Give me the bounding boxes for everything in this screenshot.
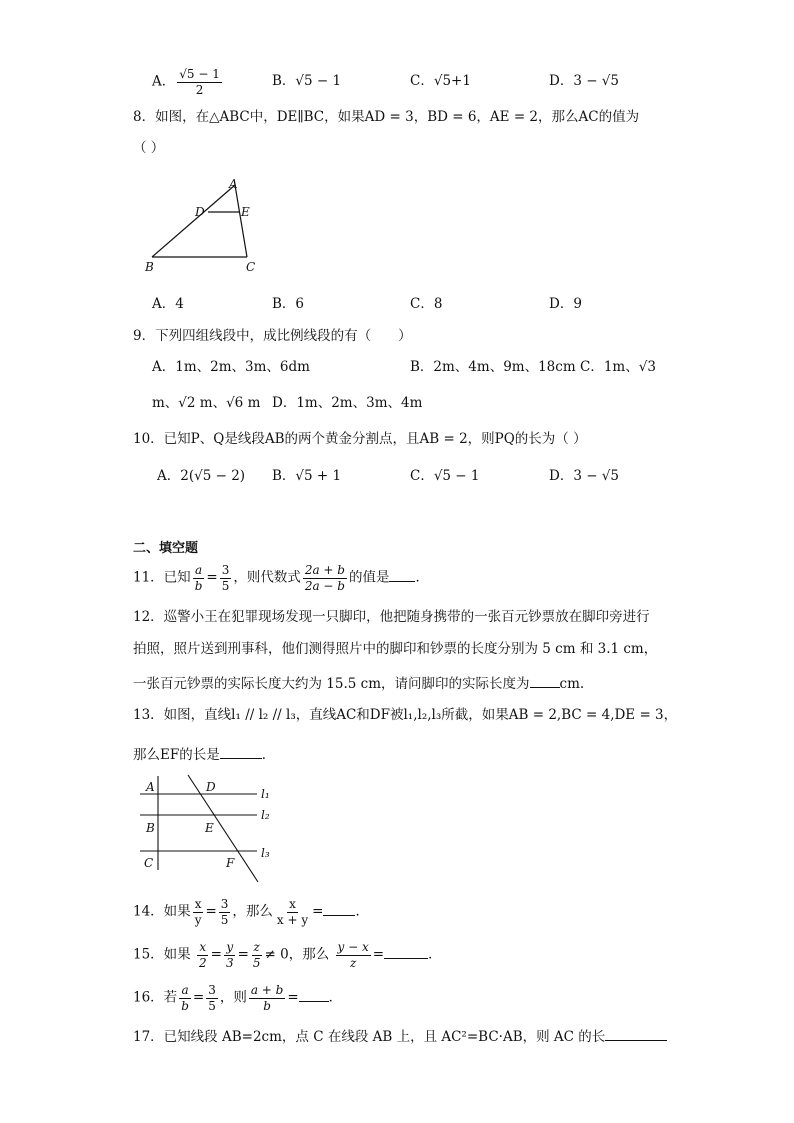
- q14-frac-expression: $\frac{x}{x + y}$: [276, 897, 309, 927]
- point-f-label: F: [226, 856, 235, 870]
- vertex-c-label: C: [246, 260, 256, 274]
- q9-option-a: A．1m、2m、3m、6dm: [152, 359, 310, 375]
- q7-option-d: D．3 − √5: [549, 73, 620, 89]
- q15-frac-z-5: $\frac{z}{5}$: [252, 940, 261, 970]
- point-a-label: A: [146, 780, 155, 794]
- q10-option-b: B．√5 + 1: [272, 468, 342, 484]
- q16-frac-3-5: $\frac{3}{5}$: [208, 983, 216, 1013]
- q8-option-a: A．4: [152, 296, 184, 312]
- q15-frac-y-3: $\frac{y}{3}$: [225, 940, 234, 970]
- q15-frac-x-2: $\frac{x}{2}$: [198, 940, 207, 970]
- q11-frac-a-b: $\frac{a}{b}$: [194, 563, 203, 593]
- q11-frac-expression: $\frac{2a + b}{2a - b}$: [304, 563, 345, 593]
- line-l1-label: l₁: [261, 787, 270, 801]
- q16-frac-expression: $\frac{a + b}{b}$: [250, 983, 284, 1013]
- q9-option-b: B．2m、4m、9m、18cm: [410, 359, 576, 375]
- q17: 17．已知线段 AB=2cm，点 C 在线段 AB 上，且 AC²=BC·AB，则 AC 的长: [133, 1028, 667, 1045]
- q8-answer-paren: （ ）: [133, 140, 165, 156]
- q9-option-c-head: C．1m、√3: [580, 359, 656, 375]
- q12-line-3: 一张百元钞票的实际长度大约为 15.5 cm，请问脚印的实际长度为 cm.: [133, 676, 585, 692]
- q7-option-c: C．√5+1: [410, 73, 471, 89]
- q15-answer-blank[interactable]: [384, 946, 428, 959]
- q10-option-d: D．3 − √5: [549, 468, 619, 484]
- q13-line-1: 13．如图，直线l₁ // l₂ // l₃，直线AC和DF被l₁,l₂,l₃所截，如果AB = 2,BC = 4,DE = 3，: [133, 707, 678, 723]
- point-d-label: D: [195, 205, 205, 219]
- q9-option-d: D．1m、2m、3m、4m: [272, 395, 423, 411]
- q13-answer-blank[interactable]: [220, 746, 262, 759]
- q10-option-c: C．√5 − 1: [410, 468, 480, 484]
- side-ab: [152, 185, 235, 257]
- vertex-b-label: B: [145, 260, 154, 274]
- q12-line-2: 拍照，照片送到刑事科，他们测得照片中的脚印和钞票的长度分别为 5 cm 和 3.1 cm，: [133, 641, 658, 657]
- q14-answer-blank[interactable]: [323, 903, 355, 916]
- point-b-label: B: [146, 821, 155, 835]
- side-ac: [235, 185, 247, 257]
- q8-option-b: B．6: [272, 296, 305, 312]
- q14-frac-3-5: $\frac{3}{5}$: [220, 897, 229, 927]
- q7-option-b: B．√5 − 1: [272, 73, 342, 89]
- q11-answer-blank[interactable]: [389, 569, 415, 582]
- q12-line-1: 12．巡警小王在犯罪现场发现一只脚印，他把随身携带的一张百元钞票放在脚印旁进行: [133, 609, 650, 625]
- section-heading-fill-in: 二、填空题: [133, 541, 199, 556]
- point-c-label: C: [144, 856, 154, 870]
- q15-frac-expression: $\frac{y - x}{z}$: [337, 940, 369, 970]
- q16: 16．若 $\frac{a}{b}$ = $\frac{3}{5}$ ，则 $\frac{a + b}{b}$ = ．: [133, 983, 343, 1013]
- q13-parallel-lines-figure: [135, 772, 280, 884]
- q17-answer-blank[interactable]: [605, 1028, 667, 1041]
- vertex-a-label: A: [229, 177, 238, 191]
- line-l3-label: l₃: [261, 846, 270, 860]
- q14: 14．如果 $\frac{x}{y}$ = $\frac{3}{5}$ ，那么 $\frac{x}{x + y}$ = ．: [133, 897, 369, 927]
- q12-answer-blank[interactable]: [530, 675, 560, 688]
- q8-stem: 8．如图，在△ABC中，DE∥BC，如果AD = 3，BD = 6，AE = 2，那么AC的值为: [133, 109, 640, 125]
- q10-stem: 10．已知P、Q是线段AB的两个黄金分割点，且AB = 2，则PQ的长为（ ）: [133, 431, 587, 447]
- q16-frac-a-b: $\frac{a}{b}$: [181, 983, 189, 1013]
- line-df: [188, 775, 258, 882]
- q13-line-2: 那么EF的长是 ．: [133, 747, 276, 763]
- q9-option-c-tail: m、√2 m、√6 m: [152, 395, 261, 411]
- q14-frac-x-y: $\frac{x}{y}$: [194, 897, 202, 927]
- point-d-label: D: [206, 780, 216, 794]
- q10-option-a: A．2(√5 − 2): [157, 468, 246, 484]
- q8-option-c: C．8: [410, 296, 443, 312]
- q11-frac-3-5: $\frac{3}{5}$: [221, 563, 230, 593]
- line-l2-label: l₂: [261, 808, 270, 822]
- q15: 15．如果 $\frac{x}{2}$ = $\frac{y}{3}$ = $\frac{z}{5}$ ≠ 0，那么 $\frac{y - x}{z}$ = ．: [133, 940, 442, 970]
- q11: 11．已知 $\frac{a}{b}$ = $\frac{3}{5}$ ，则代数式 $\frac{2a + b}{2a - b}$ 的值是 ．: [133, 563, 429, 593]
- point-e-label: E: [241, 205, 250, 219]
- point-e-label: E: [205, 821, 214, 835]
- q9-stem: 9．下列四组线段中，成比例线段的有（ ）: [133, 328, 412, 344]
- q8-option-d: D．9: [549, 296, 582, 312]
- q7-option-a: A． $\frac{√5 - 1}{2}$: [152, 67, 220, 97]
- q16-answer-blank[interactable]: [299, 989, 329, 1002]
- q7-option-a-fraction: $\frac{√5 - 1}{2}$: [179, 67, 220, 97]
- q8-triangle-figure: [140, 175, 275, 275]
